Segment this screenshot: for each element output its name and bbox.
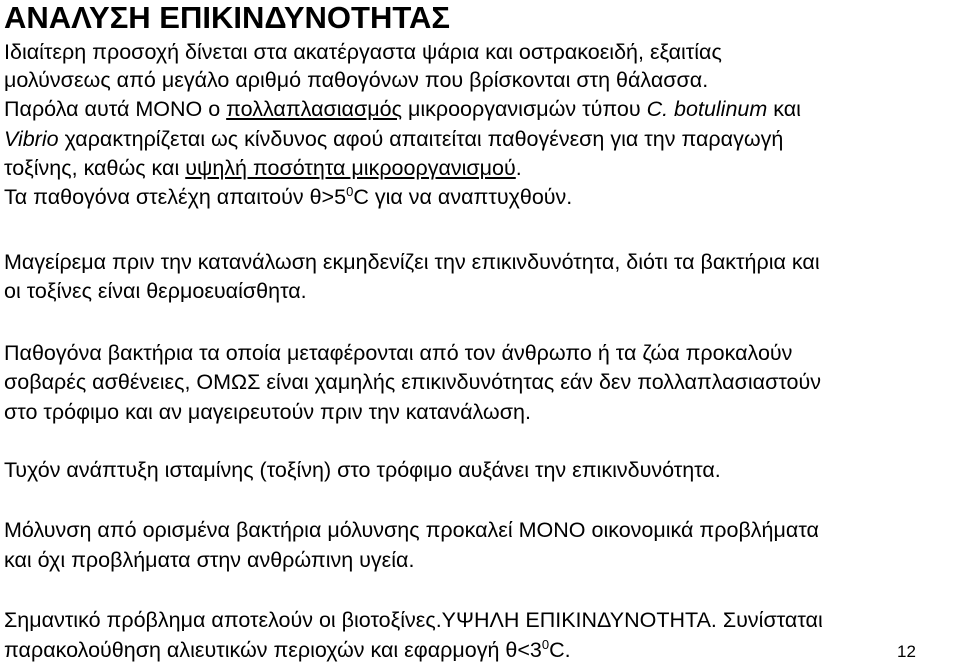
paragraph-5-line-1: Μόλυνση από ορισμένα βακτήρια μόλυνσης προκαλεί ΜΟΝΟ οικονομικά προβλήματα	[4, 518, 819, 542]
italic-species-vibrio: Vibrio	[4, 127, 59, 151]
paragraph-2-line-1: Μαγείρεμα πριν την κατανάλωση εκμηδενίζει την επικινδυνότητα, διότι τα βακτήρια και	[4, 250, 820, 274]
paragraph-3-line-1: Παθογόνα βακτήρια τα οποία μεταφέρονται από τον άνθρωπο ή τα ζώα προκαλούν	[4, 341, 793, 365]
text-span: και	[767, 97, 801, 121]
paragraph-1-line-5	[4, 154, 522, 182]
paragraph-1-line-4	[4, 125, 783, 153]
paragraph-6-line-1: Σημαντικό πρόβλημα αποτελούν οι βιοτοξίνες.ΥΨΗΛΗ ΕΠΙΚΙΝΔΥΝΟΤΗΤΑ. Συνίσταται	[4, 608, 823, 632]
page-title: ΑΝΑΛΥΣΗ ΕΠΙΚΙΝΔΥΝΟΤΗΤΑΣ	[4, 0, 450, 35]
italic-species-c-botulinum: C. botulinum	[646, 97, 768, 121]
text-span: μικροοργανισμών τύπου	[401, 97, 647, 121]
paragraph-3-line-2: σοβαρές ασθένειες, ΟΜΩΣ είναι χαμηλής επικινδυνότητας εάν δεν πολλαπλασιαστούν	[4, 370, 821, 394]
paragraph-2-line-2: οι τοξίνες είναι θερμοευαίσθητα.	[4, 279, 307, 303]
paragraph-1-line-6	[4, 183, 572, 211]
text-span: τοξίνης, καθώς και	[4, 156, 186, 180]
paragraph-4-line-1: Τυχόν ανάπτυξη ισταμίνης (τοξίνη) στο τρόφιμο αυξάνει την επικινδυνότητα.	[4, 458, 721, 482]
paragraph-5-line-2: και όχι προβλήματα στην ανθρώπινη υγεία.	[4, 548, 415, 572]
text-span: χαρακτηρίζεται ως κίνδυνος αφού απαιτείται παθογένεση για την παραγωγή	[58, 127, 784, 151]
paragraph-6-line-2	[4, 636, 571, 664]
superscript-degree: 0	[346, 184, 354, 199]
underlined-term-high-quantity: υψηλή ποσότητα μικροοργανισμού	[185, 156, 516, 180]
paragraph-3-line-3: στο τρόφιμο και αν μαγειρευτούν πριν την κατανάλωση.	[4, 400, 531, 424]
text-span: παρακολούθηση αλιευτικών περιοχών και εφαρμογή θ<3	[4, 638, 542, 662]
text-span: .	[515, 156, 522, 180]
underlined-term-multiplication: πολλαπλασιασμός	[226, 97, 402, 121]
paragraph-1-line-2: μολύνσεως από μεγάλο αριθμό παθογόνων που βρίσκονται στη θάλασσα.	[4, 68, 709, 92]
text-span: Τα παθογόνα στελέχη απαιτούν θ>5	[4, 185, 347, 209]
text-span: Παρόλα αυτά ΜΟΝΟ ο	[4, 97, 227, 121]
text-span: C.	[549, 638, 571, 662]
text-span: C για να αναπτυχθούν.	[353, 185, 573, 209]
superscript-degree: 0	[541, 637, 550, 652]
page-number: 12	[897, 642, 916, 661]
paragraph-1-line-3	[4, 95, 801, 123]
paragraph-1-line-1: Ιδιαίτερη προσοχή δίνεται στα ακατέργαστα ψάρια και οστρακοειδή, εξαιτίας	[4, 40, 722, 64]
